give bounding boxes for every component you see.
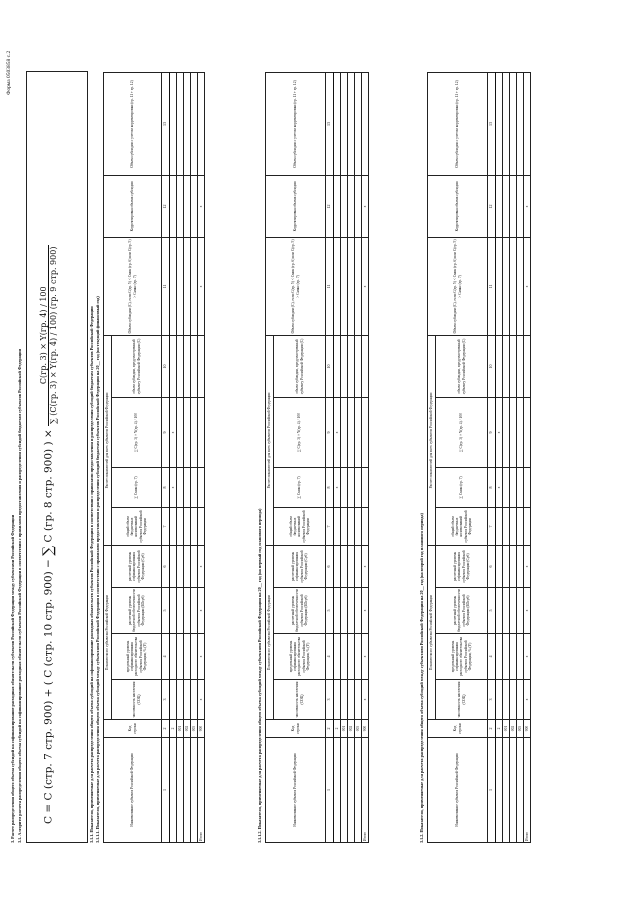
table-row (354, 72, 361, 842)
section-title-3-1-1-2: 3.1.1.2. Показатели, применяемые для расчета распределения общего объема субсидий между субъектами Российской Федерации на 20__ год (на первый год планового периода) (257, 508, 262, 843)
col-num: 10 (488, 335, 496, 397)
section-title-3-1: 3.1. Алгоритм расчета распределения общего объема субсидий на софинансирование расходных обязательств субъектов Российской Федерации в соответствии с правилами предоставления и распределения субсидий бюджетам субъектов Российской Федерации (17, 349, 22, 843)
cell-x: x (362, 588, 369, 634)
col-num: 4 (326, 634, 334, 680)
col-num: 11 (488, 237, 496, 335)
col-8: ∑ Cмин (гр. 7) (436, 467, 488, 507)
section-title-3-1-1: 3.1.1. Показатели, применяемые для расчета распределения общего объема субсидий на софинансирование расходных обязательств субъектов Российской Федерации в соответствии с правилами предоставления и распределения субсидий бюджетам субъектов Российской Федерации (89, 306, 94, 843)
cell-x: x (333, 397, 340, 467)
col-subject-name: Наименование субъекта Российской Федерации (428, 738, 488, 843)
cell-x: x (524, 680, 531, 720)
col-subsidy-total: Объем субсидии с учетом корректировки (гр. 11 + гр. 12) (428, 72, 488, 175)
col-9: ∑ C(гр. 3) × Y(гр. 4) / 100 (112, 397, 162, 467)
table-row (176, 72, 183, 842)
col-num: 9 (326, 397, 334, 467)
fraction-numerator: C(гр. 3) × Y(гр. 4) / 100 (39, 245, 49, 426)
col-num: 4 (162, 634, 170, 680)
col-num: 8 (488, 467, 496, 507)
col-num: 7 (162, 507, 170, 545)
col-group-costs: Расчет показателей для всех субъектов Российской Федерации (428, 335, 436, 545)
col-num: 4 (488, 634, 496, 680)
table-row (495, 72, 502, 842)
col-num: 11 (162, 237, 170, 335)
col-num: 12 (488, 175, 496, 237)
col-8: ∑ Cмин (гр. 7) (274, 467, 326, 507)
cell-x: x (495, 467, 502, 507)
col-num: 2 (326, 720, 334, 738)
total-row (198, 72, 205, 842)
col-num: 2 (162, 720, 170, 738)
col-num: 11 (326, 237, 334, 335)
cell-x: x (198, 237, 205, 335)
row-code: 2 (333, 720, 340, 738)
col-group-costs: Расчет показателей для всех субъектов Российской Федерации (104, 335, 112, 545)
col-num: 6 (326, 545, 334, 587)
total-code: 900 (198, 720, 205, 738)
cell-x: x (198, 588, 205, 634)
col-5: расчетный уровень бюджетной обеспеченности субъекта Российской Федерации (БОсуб) (274, 588, 326, 634)
table-row (333, 72, 340, 842)
col-4: предельный уровень софинансирования расходного обязательства субъекта Российской Федерации, % (Y) (112, 634, 162, 680)
col-4: предельный уровень софинансирования расходного обязательства субъекта Российской Федерации, % (Y) (274, 634, 326, 680)
col-num: 12 (162, 175, 170, 237)
row-code: 002 (347, 720, 354, 738)
cell-x: x (198, 175, 205, 237)
total-code: 900 (362, 720, 369, 738)
col-10: объем субсидии, предусмотренный субъекту Российской Федерации (C) (274, 335, 326, 397)
col-num: 9 (162, 397, 170, 467)
table-row (347, 72, 354, 842)
formula-part-2: C (гр. 8 стр. 900) ) × (42, 425, 55, 543)
total-label: Итого (362, 738, 369, 843)
section-title-3-1-1-1: 3.1.1.1. Показатели, применяемые для расчета распределения общего объема субсидий между субъектами Российской Федерации в соответствии с правилами предоставления и распределения субсидий бюджетам субъектов Российской Федерации на 20__ год (на текущий финансовый год) (95, 296, 100, 843)
col-line-code: Код строки (266, 720, 326, 738)
form-code: Форма 0503858 с.2 (6, 50, 12, 95)
col-num: 7 (326, 507, 334, 545)
row-code: 2 (495, 720, 502, 738)
formula-part-1: = C (стр. 7 стр. 900) + ( C (стр. 10 стр. 900) − (42, 555, 55, 813)
col-correction: Корректировка объема субсидии (104, 175, 162, 237)
table-row (183, 72, 190, 842)
col-num: 1 (326, 738, 334, 843)
total-code: 900 (524, 720, 531, 738)
table-row (169, 72, 176, 842)
col-5: расчетный уровень бюджетной обеспеченности субъекта Российской Федерации (БОсуб) (436, 588, 488, 634)
col-subject-name: Наименование субъекта Российской Федерации (266, 738, 326, 843)
cell-x: x (524, 237, 531, 335)
row-code: 2 (169, 720, 176, 738)
total-row (524, 72, 531, 842)
col-8: ∑ Cмин (гр. 7) (112, 467, 162, 507)
formula-lhs: C (42, 815, 55, 824)
cell-x: x (362, 237, 369, 335)
row-code: 001 (502, 720, 509, 738)
col-7: общий объем бюджетных ассигнований субъекта Российской Федерации (436, 507, 488, 545)
col-num: 13 (488, 72, 496, 175)
col-group-indicators: Показатели по субъектам Российской Федерации (104, 545, 112, 719)
table-3 (427, 72, 531, 843)
row-code: 001 (340, 720, 347, 738)
col-4: предельный уровень софинансирования расходного обязательства субъекта Российской Федерации, % (Y) (436, 634, 488, 680)
col-5: расчетный уровень бюджетной обеспеченности субъекта Российской Федерации (БОсуб) (112, 588, 162, 634)
row-code: 003 (516, 720, 523, 738)
cell-x: x (362, 634, 369, 680)
table-1 (103, 72, 205, 843)
col-group-indicators: Показатели по субъектам Российской Федерации (266, 545, 274, 719)
table-row (340, 72, 347, 842)
col-num: 7 (488, 507, 496, 545)
cell-x: x (362, 175, 369, 237)
col-num: 13 (326, 72, 334, 175)
col-10: объем субсидии, предусмотренный субъекту Российской Федерации (C) (436, 335, 488, 397)
col-num: 3 (162, 680, 170, 720)
row-code: 002 (509, 720, 516, 738)
total-row (362, 72, 369, 842)
col-correction: Корректировка объема субсидии (266, 175, 326, 237)
col-7: общий объем бюджетных ассигнований субъекта Российской Федерации (274, 507, 326, 545)
col-num: 1 (162, 738, 170, 843)
cell-x: x (524, 545, 531, 587)
table-row (509, 72, 516, 842)
col-line-code: Код строки (428, 720, 488, 738)
col-6: расчетный уровень софинансирования субъекта Российской Федерации (Суб) (112, 545, 162, 587)
row-code: 003 (354, 720, 361, 738)
cell-x: x (362, 545, 369, 587)
col-3: численность населения (СОЦ) (112, 680, 162, 720)
cell-x: x (198, 634, 205, 680)
col-6: расчетный уровень софинансирования субъекта Российской Федерации (Суб) (436, 545, 488, 587)
col-7: общий объем бюджетных ассигнований субъекта Российской Федерации (112, 507, 162, 545)
table-row (516, 72, 523, 842)
col-line-code: Код строки (104, 720, 162, 738)
row-code: 002 (183, 720, 190, 738)
table-row (502, 72, 509, 842)
col-group-costs: Расчет показателей для всех субъектов Российской Федерации (266, 335, 274, 545)
col-10: объем субсидии, предусмотренный субъекту Российской Федерации (C) (112, 335, 162, 397)
distribution-formula (39, 245, 58, 824)
col-correction: Корректировка объема субсидии (428, 175, 488, 237)
col-num: 6 (488, 545, 496, 587)
formula-fraction (39, 245, 58, 426)
sum-symbol: ∑ (40, 545, 57, 556)
col-9: ∑ C(гр. 3) × Y(гр. 4) / 100 (274, 397, 326, 467)
col-9: ∑ C(гр. 3) × Y(гр. 4) / 100 (436, 397, 488, 467)
total-label: Итого (524, 738, 531, 843)
col-num: 8 (162, 467, 170, 507)
col-num: 10 (326, 335, 334, 397)
formula-box (26, 71, 88, 843)
col-num: 8 (326, 467, 334, 507)
col-subsidy-formula: Объем субсидии (C), если C(гр. 5) < Cмин (гр. 6) или C(гр. 5) > Cмакс (гр. 7) (428, 237, 488, 335)
row-code: 003 (190, 720, 197, 738)
table-row (190, 72, 197, 842)
col-subject-name: Наименование субъекта Российской Федерации (104, 738, 162, 843)
col-num: 2 (488, 720, 496, 738)
col-num: 9 (488, 397, 496, 467)
col-group-indicators: Показатели по субъектам Российской Федерации (428, 545, 436, 719)
col-num: 3 (488, 680, 496, 720)
col-6: расчетный уровень софинансирования субъекта Российской Федерации (Суб) (274, 545, 326, 587)
col-num: 10 (162, 335, 170, 397)
col-num: 12 (326, 175, 334, 237)
cell-x: x (524, 634, 531, 680)
total-label: Итого (198, 738, 205, 843)
cell-x: x (362, 680, 369, 720)
col-num: 5 (326, 588, 334, 634)
col-num: 3 (326, 680, 334, 720)
cell-x: x (169, 467, 176, 507)
cell-x: x (169, 397, 176, 467)
cell-x: x (495, 397, 502, 467)
cell-x: x (198, 545, 205, 587)
row-code: 001 (176, 720, 183, 738)
col-num: 5 (488, 588, 496, 634)
cell-x: x (524, 588, 531, 634)
fraction-denominator: ∑ (C(гр. 3) × Y(гр. 4) / 100) (гр. 9 стр. 900) (49, 246, 58, 424)
section-title-3: 3. Расчет распределения общего объема субсидий на софинансирование расходных обязательств субъектов Российской Федерации между субъектами Российской Федерации (10, 514, 15, 843)
cell-x: x (524, 175, 531, 237)
section-title-3-1-2: 3.1.2. Показатели, применяемые для расчета распределения общего объема субсидий между субъектами Российской Федерации на 20__ год (на второй год планового периода) (419, 513, 424, 843)
col-subsidy-total: Объем субсидии с учетом корректировки (гр. 11 + гр. 12) (104, 72, 162, 175)
col-subsidy-formula: Объем субсидии (C), если C(гр. 5) < Cмин (гр. 6) или C(гр. 5) > Cмакс (гр. 7) (104, 237, 162, 335)
col-num: 5 (162, 588, 170, 634)
col-3: численность населения (СОЦ) (436, 680, 488, 720)
col-subsidy-formula: Объем субсидии (C), если C(гр. 5) < Cмин (гр. 6) или C(гр. 5) > Cмакс (гр. 7) (266, 237, 326, 335)
table-2 (265, 72, 369, 843)
cell-x: x (198, 680, 205, 720)
col-num: 13 (162, 72, 170, 175)
col-subsidy-total: Объем субсидии с учетом корректировки (гр. 11 + гр. 12) (266, 72, 326, 175)
col-num: 6 (162, 545, 170, 587)
col-3: численность населения (СОЦ) (274, 680, 326, 720)
col-num: 1 (488, 738, 496, 843)
cell-x: x (333, 467, 340, 507)
